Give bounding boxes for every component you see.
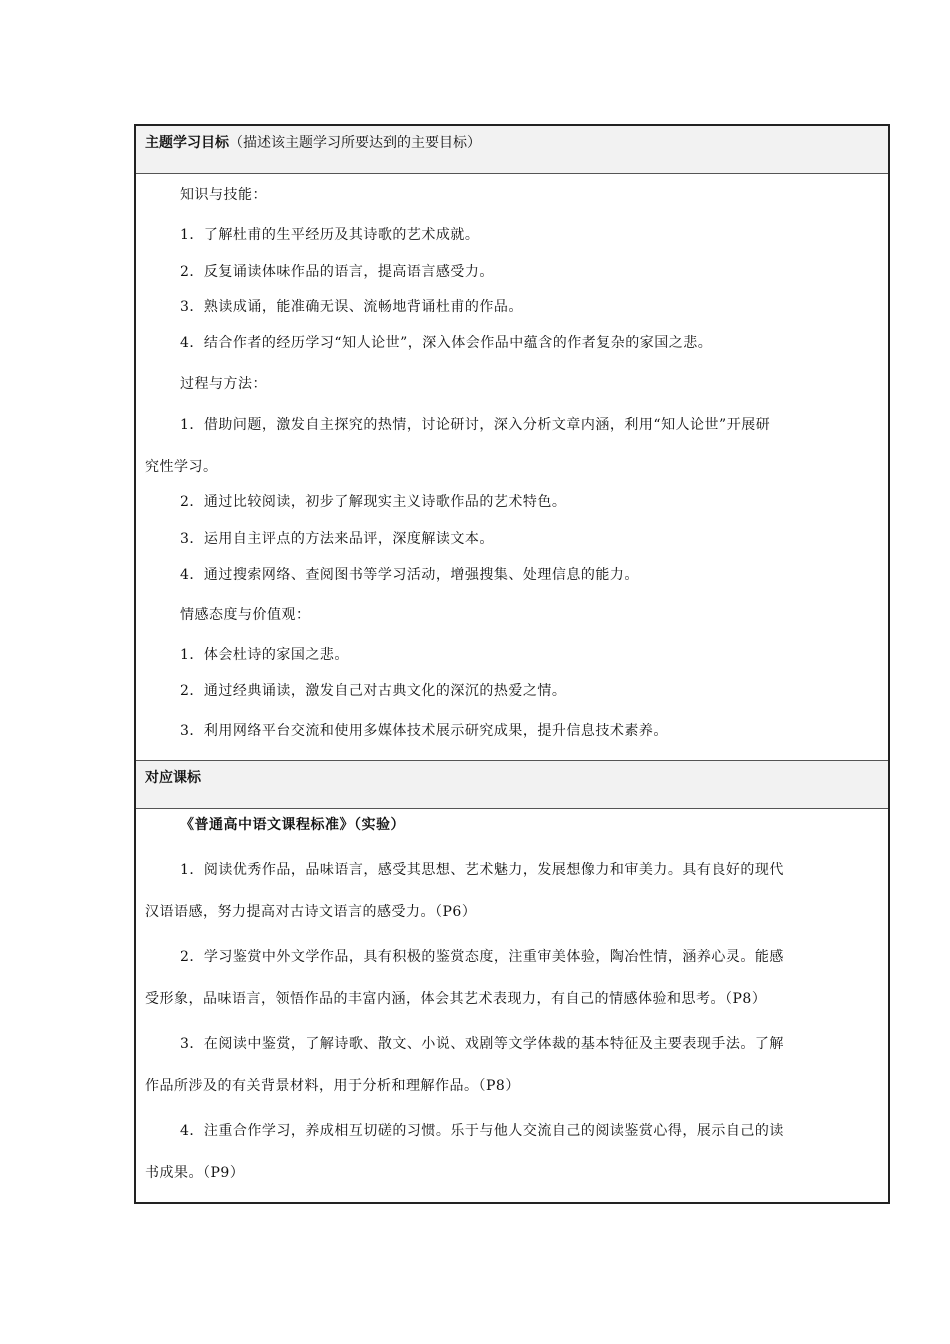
process-item-3: 3．运用自主评点的方法来品评，深度解读文本。 <box>180 531 494 547</box>
standard-item-4-line-2: 书成果。（P9） <box>145 1165 245 1181</box>
standard-item-1-line-2: 汉语语感，努力提高对古诗文语言的感受力。（P6） <box>145 904 477 920</box>
emotion-item-3: 3．利用网络平台交流和使用多媒体技术展示研究成果，提升信息技术素养。 <box>180 723 668 739</box>
standard-item-2-line-2: 受形象，品味语言，领悟作品的丰富内涵，体会其艺术表现力，有自己的情感体验和思考。（P8） <box>145 991 767 1007</box>
standard-item-4-line-1: 4．注重合作学习，养成相互切磋的习惯。乐于与他人交流自己的阅读鉴赏心得，展示自己的读 <box>180 1123 784 1139</box>
process-item-2: 2．通过比较阅读，初步了解现实主义诗歌作品的艺术特色。 <box>180 494 567 510</box>
knowledge-item-4: 4．结合作者的经历学习“知人论世”，深入体会作品中蕴含的作者复杂的家国之悲。 <box>180 335 713 351</box>
standard-item-2-line-1: 2．学习鉴赏中外文学作品，具有积极的鉴赏态度，注重审美体验，陶冶性情，涵养心灵。能感 <box>180 949 784 965</box>
standard-item-3-line-2: 作品所涉及的有关背景材料，用于分析和理解作品。（P8） <box>145 1078 520 1094</box>
standard-item-1-line-1: 1．阅读优秀作品，品味语言，感受其思想、艺术魅力，发展想像力和审美力。具有良好的现代 <box>180 862 784 878</box>
standards-header-title: 对应课标 <box>145 770 201 786</box>
knowledge-heading: 知识与技能： <box>180 187 267 203</box>
emotion-item-1: 1．体会杜诗的家国之悲。 <box>180 647 349 663</box>
standards-header <box>136 761 888 809</box>
emotion-item-2: 2．通过经典诵读，激发自己对古典文化的深沉的热爱之情。 <box>180 683 567 699</box>
process-item-1-line-1: 1．借助问题，激发自主探究的热情，讨论研讨，深入分析文章内涵，利用“知人论世”开展研 <box>180 417 771 433</box>
standard-title: 《普通高中语文课程标准》（实验） <box>180 817 405 833</box>
knowledge-item-3: 3．熟读成诵，能准确无误、流畅地背诵杜甫的作品。 <box>180 299 523 315</box>
goals-header-note: （描述该主题学习所要达到的主要目标） <box>229 135 481 151</box>
lesson-plan-table <box>134 124 890 1204</box>
standard-item-3-line-1: 3．在阅读中鉴赏，了解诗歌、散文、小说、戏剧等文学体裁的基本特征及主要表现手法。了解 <box>180 1036 784 1052</box>
process-item-1-line-2: 究性学习。 <box>145 459 218 475</box>
process-item-4: 4．通过搜索网络、查阅图书等学习活动，增强搜集、处理信息的能力。 <box>180 567 639 583</box>
goals-header <box>136 126 888 174</box>
emotion-heading: 情感态度与价值观： <box>180 607 311 623</box>
knowledge-item-1: 1．了解杜甫的生平经历及其诗歌的艺术成就。 <box>180 227 480 243</box>
process-heading: 过程与方法： <box>180 376 267 392</box>
knowledge-item-2: 2．反复诵读体味作品的语言，提高语言感受力。 <box>180 264 494 280</box>
goals-header-title: 主题学习目标 <box>145 135 229 151</box>
